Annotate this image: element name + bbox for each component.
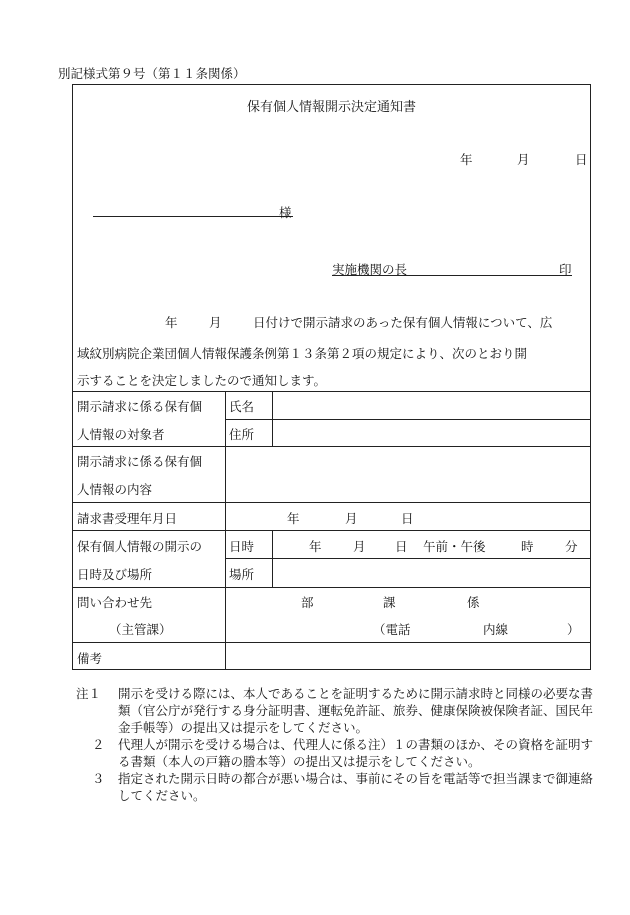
note-item	[76, 685, 596, 736]
table-top-rule	[73, 391, 590, 392]
date-year: 年	[460, 152, 473, 167]
place-sub-label: 場所	[229, 567, 255, 582]
note-number: 注１	[76, 686, 102, 701]
row-rule	[73, 587, 590, 588]
content-label-line1: 開示請求に係る保有個	[77, 454, 203, 469]
note-item	[76, 736, 596, 770]
note-item	[76, 770, 596, 804]
contact-unit: 係	[467, 595, 480, 610]
row-rule	[225, 558, 590, 559]
agency-underline	[332, 275, 572, 276]
date-day: 日	[575, 152, 588, 167]
body-line2: 域紋別病院企業団個人情報保護条例第１３条第２項の規定により、次のとおり開	[77, 346, 528, 361]
note-text: 開示を受ける際には、本人であることを証明するために開示請求時と同様の必要な書類（官公庁が発行する身分証明書、運転免許証、旅券、健康保険被保険者証、国民年金手帳等）の提出又は提示をしてください。	[118, 686, 594, 735]
received-year: 年	[287, 511, 300, 526]
contact-label: 問い合わせ先	[77, 595, 153, 610]
seal-mark: 印	[559, 262, 572, 277]
received-date-label: 請求書受理年月日	[77, 511, 178, 526]
notice-form	[72, 84, 591, 670]
received-day: 日	[401, 511, 414, 526]
form-caption: 別記様式第９号（第１１条関係）	[58, 66, 246, 81]
body-year: 年	[165, 315, 178, 330]
dt-minute: 分	[565, 539, 578, 554]
row-rule	[73, 446, 590, 447]
phone-close: ）	[567, 622, 580, 637]
subject-label-line1: 開示請求に係る保有個	[77, 399, 203, 414]
column-rule	[225, 391, 226, 670]
address-label: 住所	[229, 427, 255, 442]
datetime-sub-label: 日時	[229, 539, 255, 554]
contact-dept: 部	[301, 595, 314, 610]
body-month: 月	[209, 315, 222, 330]
form-title: 保有個人情報開示決定通知書	[246, 100, 416, 115]
row-rule	[225, 419, 590, 420]
notes-section	[76, 685, 596, 804]
dt-month: 月	[353, 539, 366, 554]
dt-year: 年	[309, 539, 322, 554]
phone-open: （電話	[373, 622, 411, 637]
column-rule	[272, 391, 273, 446]
received-month: 月	[345, 511, 358, 526]
dt-hour: 時	[521, 539, 534, 554]
note-text: 指定された開示日時の都合が悪い場合は、事前にその旨を電話等で担当課まで御連絡してください。	[118, 771, 594, 803]
note-number: ３	[92, 771, 105, 786]
phone-extension: 内線	[483, 622, 509, 637]
contact-sub-label: （主管課）	[109, 622, 172, 637]
note-text: 代理人が開示を受ける場合は、代理人に係る注）１の書類のほか、その資格を証明する書類（本人の戸籍の謄本等）の提出又は提示をしてください。	[118, 737, 594, 769]
subject-label-line2: 人情報の対象者	[77, 427, 165, 442]
agency-label: 実施機関の長	[332, 262, 408, 277]
content-label-line2: 人情報の内容	[77, 482, 153, 497]
column-rule	[272, 530, 273, 587]
dt-ampm: 午前・午後	[423, 539, 486, 554]
dt-day: 日	[395, 539, 408, 554]
contact-section: 課	[383, 595, 396, 610]
body-line3: 示することを決定しましたので通知します。	[77, 373, 327, 388]
row-rule	[73, 642, 590, 643]
note-number: ２	[92, 737, 105, 752]
name-label: 氏名	[229, 399, 255, 414]
body-line1: 日付けで開示請求のあった保有個人情報について、広	[253, 315, 553, 330]
remarks-label: 備考	[77, 651, 103, 666]
datetime-label-line2: 日時及び場所	[77, 567, 153, 582]
datetime-label-line1: 保有個人情報の開示の	[77, 539, 203, 554]
date-month: 月	[517, 152, 530, 167]
row-rule	[73, 530, 590, 531]
row-rule	[73, 502, 590, 503]
recipient-underline	[93, 216, 293, 217]
recipient-suffix: 様	[279, 205, 292, 220]
